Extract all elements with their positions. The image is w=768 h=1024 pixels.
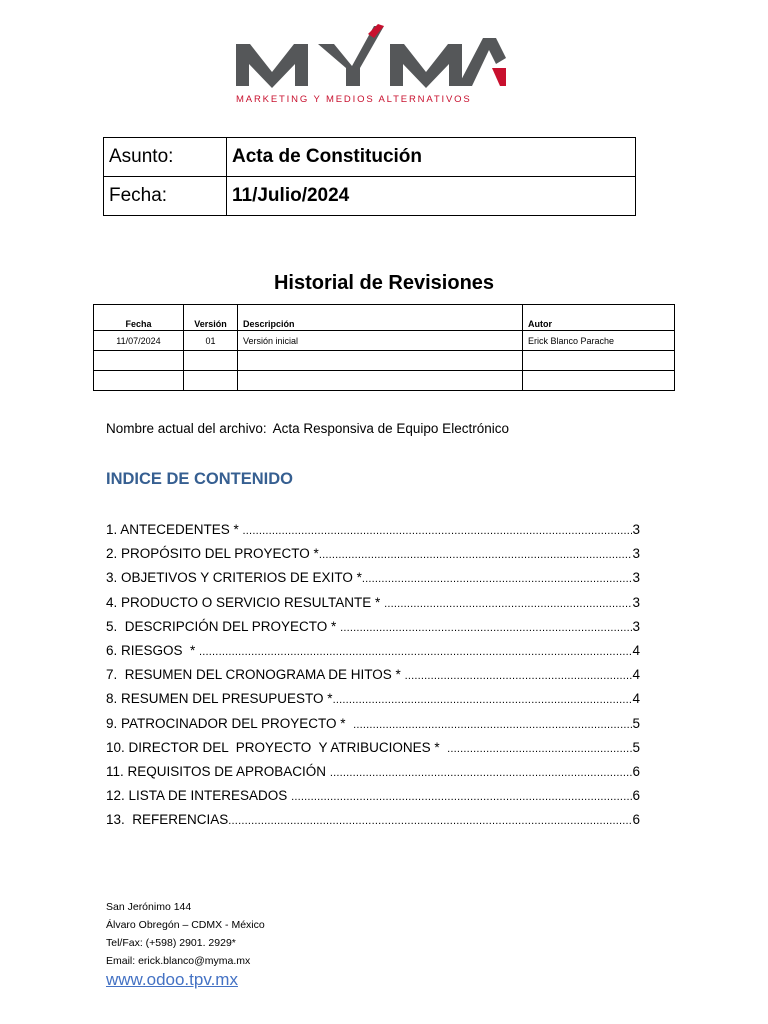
toc-item[interactable] <box>106 667 640 691</box>
toc-item-text: 1. ANTECEDENTES * <box>106 522 243 537</box>
toc-leader-dots <box>319 549 632 561</box>
file-name-label: Nombre actual del archivo: <box>106 421 267 436</box>
toc-item-page: 3 <box>632 594 640 610</box>
toc-leader-dots <box>353 719 632 731</box>
myma-logo <box>234 24 506 108</box>
toc-item-page: 5 <box>632 739 640 755</box>
toc-item[interactable] <box>106 764 640 788</box>
cell-descripcion <box>238 351 523 371</box>
toc-item-page: 3 <box>632 522 640 537</box>
cell-autor <box>523 371 675 391</box>
toc-item-text: 12. LISTA DE INTERESADOS <box>106 788 292 804</box>
toc-item-page: 3 <box>632 618 640 634</box>
toc-leader-dots <box>362 573 632 585</box>
cell-descripcion: Versión inicial <box>238 331 523 351</box>
toc-item-page: 4 <box>632 691 640 707</box>
toc-item-page: 6 <box>632 812 640 828</box>
toc-item-text: 9. PATROCINADOR DEL PROYECTO * <box>106 715 354 731</box>
toc-item[interactable] <box>106 812 640 836</box>
toc-item-text: 11. REQUISITOS DE APROBACIÓN <box>106 763 330 779</box>
table-row <box>94 351 675 371</box>
toc-heading: INDICE DE CONTENIDO <box>106 470 294 488</box>
toc-leader-dots <box>199 646 632 658</box>
cell-version: 01 <box>184 331 238 351</box>
col-header-autor: Autor <box>523 305 675 331</box>
toc-item-page: 6 <box>632 763 640 779</box>
toc-item-text: 5. DESCRIPCIÓN DEL PROYECTO * <box>106 618 341 634</box>
toc-item-page: 3 <box>632 546 640 562</box>
toc-item-text: 2. PROPÓSITO DEL PROYECTO * <box>106 546 319 562</box>
revisions-title: Historial de Revisiones <box>273 272 495 294</box>
footer-phone: Tel/Fax: (+598) 2901. 2929* <box>106 937 236 949</box>
col-header-version: Versión <box>184 305 238 331</box>
toc-leader-dots <box>384 598 632 610</box>
toc-leader-dots <box>228 815 632 827</box>
toc-leader-dots <box>333 694 632 706</box>
table-row <box>94 371 675 391</box>
toc-item-text: 7. RESUMEN DEL CRONOGRAMA DE HITOS * <box>106 667 405 683</box>
toc-leader-dots <box>405 670 632 682</box>
col-header-fecha: Fecha <box>94 305 184 331</box>
cell-autor <box>523 351 675 371</box>
footer-address-line-1: San Jerónimo 144 <box>106 901 192 913</box>
toc-item[interactable] <box>106 522 640 546</box>
footer-email: Email: erick.blanco@myma.mx <box>106 955 251 967</box>
toc-leader-dots <box>243 525 632 537</box>
cell-version <box>184 351 238 371</box>
cell-fecha <box>94 371 184 391</box>
toc-item[interactable] <box>106 716 640 740</box>
toc-item[interactable] <box>106 740 640 764</box>
toc-item[interactable] <box>106 546 640 570</box>
toc-item[interactable] <box>106 691 640 715</box>
toc-item-text: 4. PRODUCTO O SERVICIO RESULTANTE * <box>106 594 385 610</box>
col-header-descripcion: Descripción <box>238 305 523 331</box>
fecha-label: Fecha: <box>104 177 227 216</box>
cell-autor: Erick Blanco Parache <box>523 331 675 351</box>
toc-item[interactable] <box>106 595 640 619</box>
toc-item[interactable] <box>106 570 640 594</box>
revisions-table <box>93 304 675 391</box>
asunto-label: Asunto: <box>104 138 227 177</box>
toc-item-text: 8. RESUMEN DEL PRESUPUESTO * <box>106 691 333 707</box>
table-row <box>94 331 675 351</box>
logo-tagline: MARKETING Y MEDIOS ALTERNATIVOS <box>236 94 472 105</box>
toc-item-page: 4 <box>632 667 640 683</box>
asunto-value: Acta de Constitución <box>227 138 636 177</box>
file-name-value: Acta Responsiva de Equipo Electrónico <box>272 421 509 436</box>
asunto-row <box>104 138 636 177</box>
toc-item-text: 13. REFERENCIAS <box>106 812 229 828</box>
toc-leader-dots <box>340 622 632 634</box>
toc-item-page: 6 <box>632 788 640 804</box>
toc-item[interactable] <box>106 619 640 643</box>
cell-fecha: 11/07/2024 <box>94 331 184 351</box>
subject-table <box>103 137 636 216</box>
toc-item-page: 3 <box>632 570 640 586</box>
toc-item-text: 6. RIESGOS * <box>106 642 200 658</box>
file-name-line <box>106 421 509 436</box>
toc-item-text: 10. DIRECTOR DEL PROYECTO Y ATRIBUCIONES * <box>106 739 448 755</box>
table-of-contents <box>106 522 640 836</box>
fecha-row <box>104 177 636 216</box>
toc-item-text: 3. OBJETIVOS Y CRITERIOS DE EXITO * <box>106 570 362 586</box>
toc-leader-dots <box>330 767 632 779</box>
toc-leader-dots <box>447 743 632 755</box>
cell-version <box>184 371 238 391</box>
website-link[interactable]: www.odoo.tpv.mx <box>106 970 238 989</box>
toc-item-page: 5 <box>632 715 640 731</box>
cell-descripcion <box>238 371 523 391</box>
footer-address-line-2: Álvaro Obregón – CDMX - México <box>106 919 265 931</box>
footer-contact <box>106 898 265 970</box>
cell-fecha <box>94 351 184 371</box>
myma-wordmark <box>234 24 506 90</box>
toc-leader-dots <box>291 791 632 803</box>
fecha-value: 11/Julio/2024 <box>227 177 636 216</box>
toc-item-page: 4 <box>632 642 640 658</box>
toc-item[interactable] <box>106 643 640 667</box>
revisions-header-row <box>94 305 675 331</box>
toc-item[interactable] <box>106 788 640 812</box>
